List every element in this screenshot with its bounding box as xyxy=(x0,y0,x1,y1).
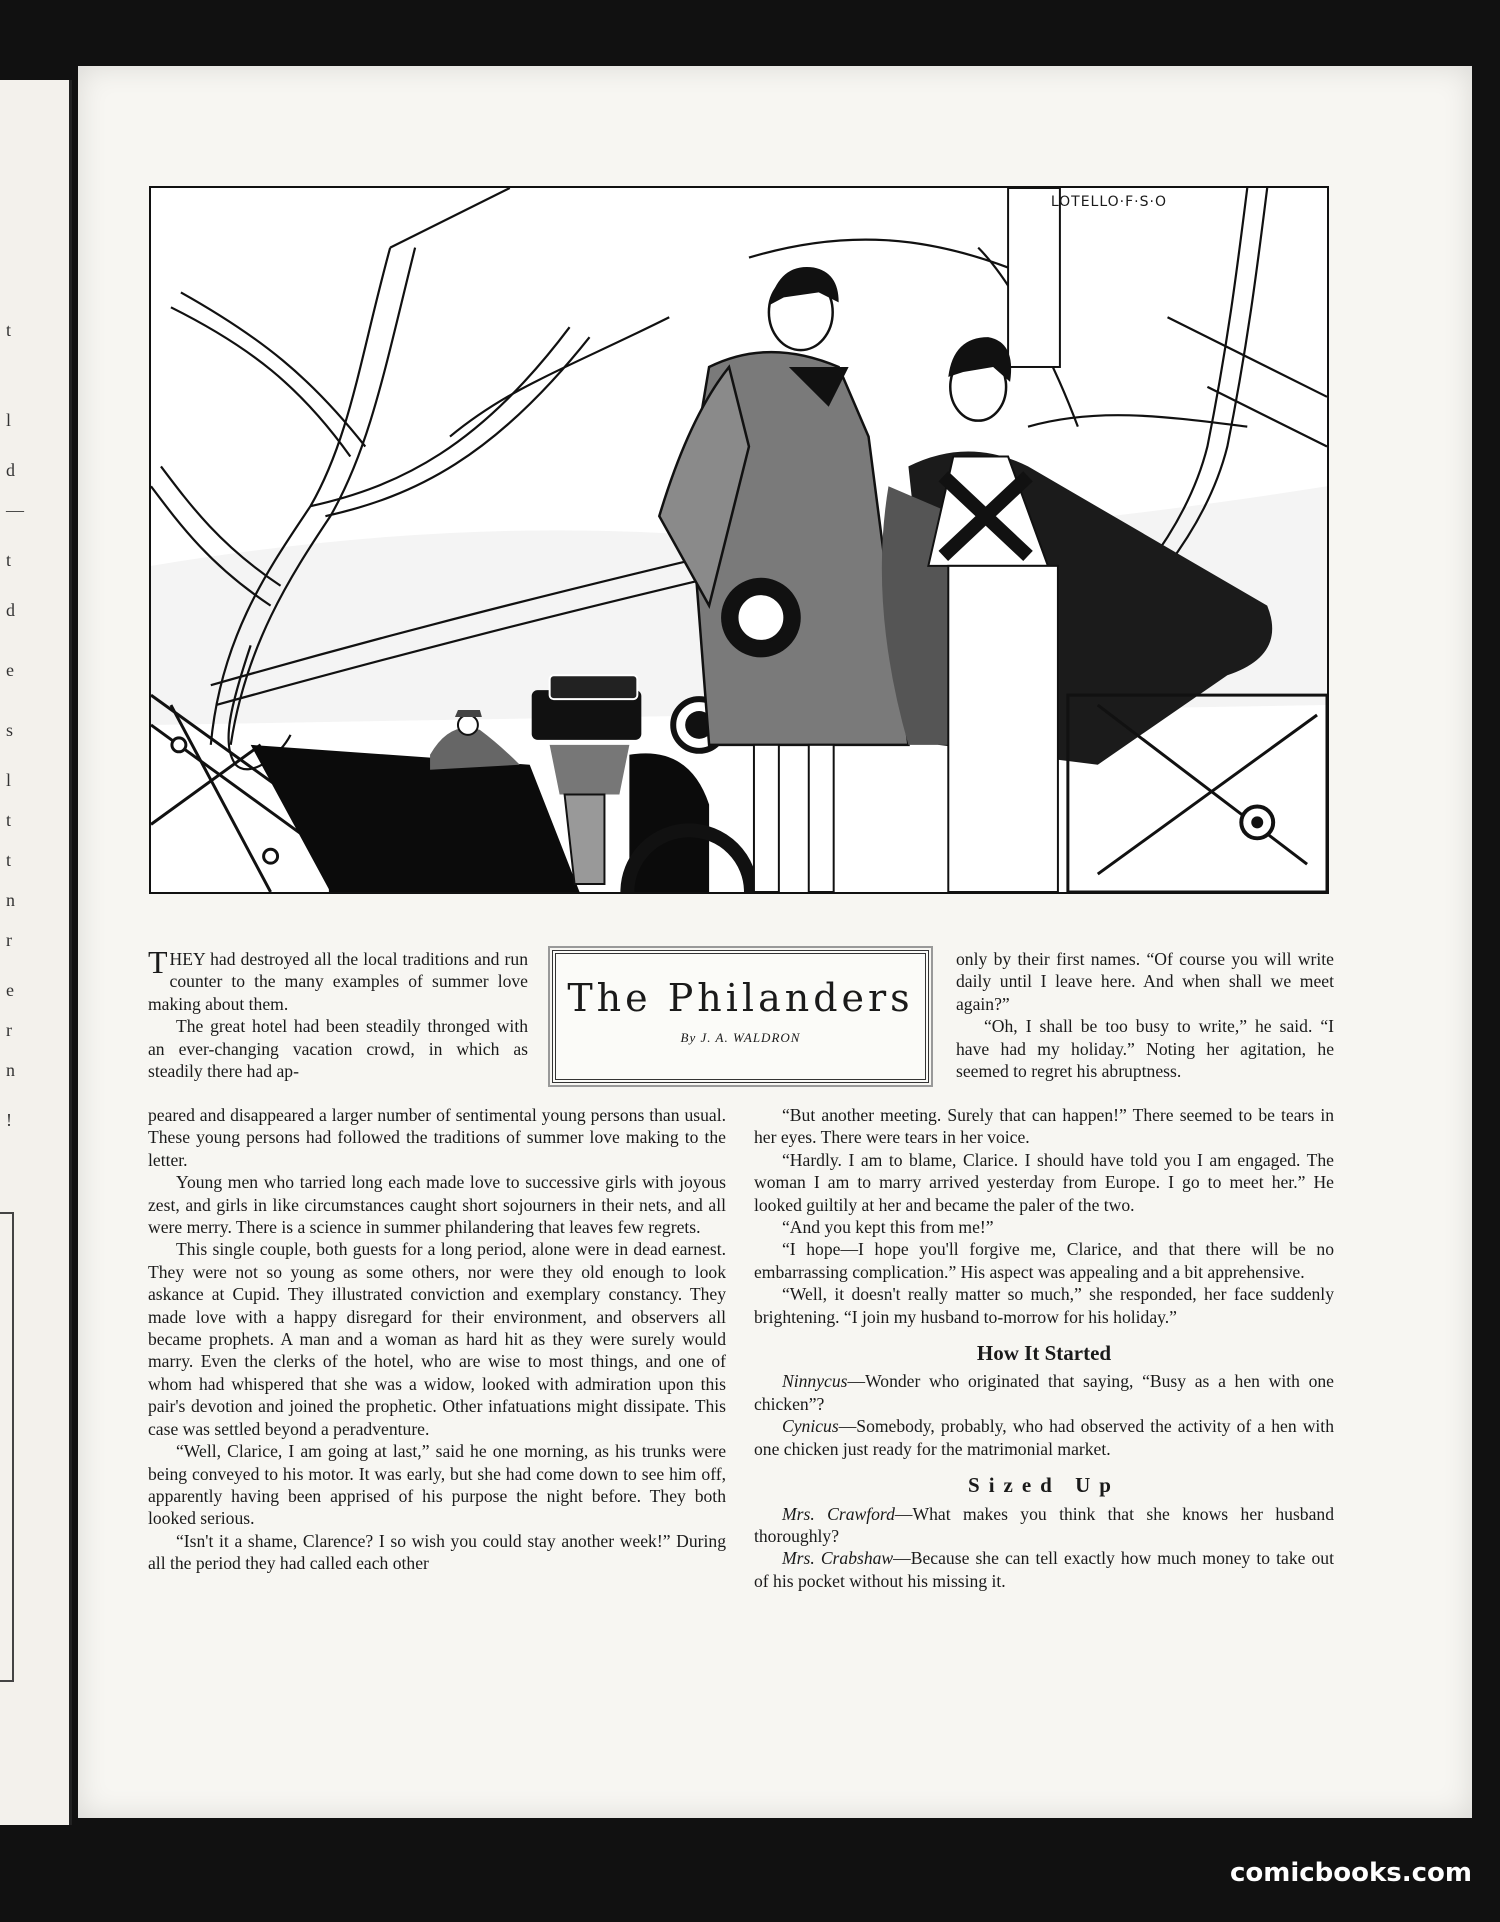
dialogue-text: —Somebody, probably, who had observed the activity of a hen with one chicken just ready for the matrimonial market. xyxy=(754,1416,1334,1459)
previous-page-edge xyxy=(0,80,72,1825)
paragraph-text: HEY had destroyed all the local traditions and run counter to the many examples of summer love making about them. xyxy=(148,949,528,1014)
speaker-name: Mrs. Crawford xyxy=(782,1503,895,1524)
article-title-box xyxy=(552,950,929,1083)
paragraph xyxy=(754,1283,1334,1328)
previous-page-fragment: t xyxy=(6,850,12,870)
joke2-heading: Sized Up xyxy=(968,1473,1120,1498)
paragraph xyxy=(754,1149,1334,1216)
paragraph-text: “But another meeting. Surely that can happen!” There seemed to be tears in her eyes. There were tears in her voice. xyxy=(754,1105,1334,1148)
paragraph-text: “Hardly. I am to blame, Clarice. I should have told you I am engaged. The woman I am to marry arrived yesterday from Europe. I go to meet her.” He looked guiltily at her and became the paler of the two. xyxy=(754,1149,1334,1215)
previous-page-fragment: t xyxy=(6,810,12,830)
paragraph-text: peared and disappeared a larger number of sentimental young persons than usual. These young persons had followed the traditions of summer love making to the letter. xyxy=(148,1105,726,1170)
paragraph xyxy=(148,1440,726,1530)
previous-page-fragment: n xyxy=(6,1060,15,1080)
column-right-top xyxy=(956,948,1334,1082)
previous-page-fragment: d xyxy=(6,460,15,480)
speaker-name: Cynicus xyxy=(782,1416,839,1437)
previous-page-box xyxy=(0,1212,14,1682)
previous-page-fragment: t xyxy=(6,320,12,340)
paragraph-text: This single couple, both guests for a long period, alone were in dead earnest. They were not so young as some others, nor were they old enough to look askance at Cupid. They illustrated conviction and exemplary constancy. They made love with a happy disregard for their environment, and observers all became prophets. A man and a woman as hard hit as they were surely would marry. Even the clerks of the hotel, who are wise to most things, and one of whom had whispered that she was a widow, looked with admiration upon this pair's devotion and joined the prophetic. Other infatuations might dissipate. This case was settled beyond a peradventure. xyxy=(148,1239,726,1439)
dialogue-line xyxy=(754,1415,1334,1460)
paragraph-text: Young men who tarried long each made love to successive girls with joyous zest, and girls in like circumstances caught short sojourners in their nets, and all were merry. There is a science in summer philandering that leaves few regrets. xyxy=(148,1172,726,1238)
article-title: The Philanders xyxy=(567,976,914,1020)
paragraph-text: “I hope—I hope you'll forgive me, Clarice, and that there will be no embarrassing complication.” His aspect was appealing and a bit apprehensive. xyxy=(754,1239,1334,1282)
magazine-page xyxy=(78,66,1472,1818)
previous-page-fragment: ! xyxy=(6,1110,12,1130)
watermark: comicbooks.com xyxy=(1229,1858,1472,1888)
artist-signature: LOTELLO·F·S·O xyxy=(1050,194,1167,210)
paragraph xyxy=(754,1104,1334,1149)
previous-page-fragment: t xyxy=(6,550,12,570)
couple-by-motorcar-illustration-icon xyxy=(151,188,1327,892)
speaker-name: Mrs. Crabshaw xyxy=(782,1548,894,1569)
dialogue-line xyxy=(754,1370,1334,1415)
paragraph xyxy=(754,1238,1334,1283)
previous-page-fragment: l xyxy=(6,770,12,790)
paragraph-text: “Well, Clarice, I am going at last,” said he one morning, as his trunks were being conveyed to his motor. It was early, but she had come down to see him off, apparently having been apprised of his purpose the night before. They both looked serious. xyxy=(148,1441,726,1529)
drop-cap: T xyxy=(148,944,168,980)
previous-page-fragment: l xyxy=(6,410,12,430)
speaker-name: Ninnycus xyxy=(782,1371,848,1392)
paragraph xyxy=(148,944,528,1015)
paragraph xyxy=(148,1015,528,1082)
previous-page-fragment: s xyxy=(6,720,14,740)
paragraph xyxy=(754,1216,1334,1238)
paragraph xyxy=(956,1015,1334,1082)
paragraph-text: only by their first names. “Of course you will write daily until I leave here. And when shall we meet again?” xyxy=(956,949,1334,1014)
dialogue-text: —Wonder who originated that saying, “Busy as a hen with one chicken”? xyxy=(754,1371,1334,1414)
article-byline: By J. A. WALDRON xyxy=(680,1030,801,1045)
paragraph xyxy=(148,1238,726,1440)
previous-page-fragment: — xyxy=(6,500,24,520)
paragraph-text: “Well, it doesn't really matter so much,” she responded, her face suddenly brightening. “I join my husband to-morrow for his holiday.” xyxy=(754,1284,1334,1327)
column-left-top xyxy=(148,944,528,1082)
previous-page-fragment: e xyxy=(6,660,14,680)
paragraph-text: “Isn't it a shame, Clarence? I so wish you could stay another week!” During all the period they had called each other xyxy=(148,1530,726,1574)
paragraph xyxy=(956,948,1334,1015)
dialogue-line xyxy=(754,1547,1334,1592)
paragraph-text: The great hotel had been steadily thronged with an ever-changing vacation crowd, in which as steadily there had ap- xyxy=(148,1016,528,1082)
previous-page-fragment: n xyxy=(6,890,15,910)
paragraph xyxy=(148,1530,726,1575)
previous-page-fragment: e xyxy=(6,980,14,1000)
joke1-heading: How It Started xyxy=(976,1341,1112,1366)
previous-page-fragment: d xyxy=(6,600,15,620)
dialogue-text: —What makes you think that she knows her husband thoroughly? xyxy=(754,1503,1334,1546)
dialogue-text: —Because she can tell exactly how much money to take out of his pocket without his missing it. xyxy=(754,1548,1334,1591)
paragraph xyxy=(148,1171,726,1238)
paragraph xyxy=(148,1104,726,1171)
previous-page-fragment: r xyxy=(6,930,12,950)
paragraph-text: “And you kept this from me!” xyxy=(782,1217,994,1238)
illustration xyxy=(149,186,1329,894)
previous-page-fragment: r xyxy=(6,1020,12,1040)
column-right xyxy=(754,1104,1334,1592)
paragraph-text: “Oh, I shall be too busy to write,” he said. “I have had my holiday.” Noting her agitation, he seemed to regret his abruptness. xyxy=(956,1016,1334,1082)
dialogue-line xyxy=(754,1503,1334,1548)
column-left xyxy=(148,1104,726,1575)
